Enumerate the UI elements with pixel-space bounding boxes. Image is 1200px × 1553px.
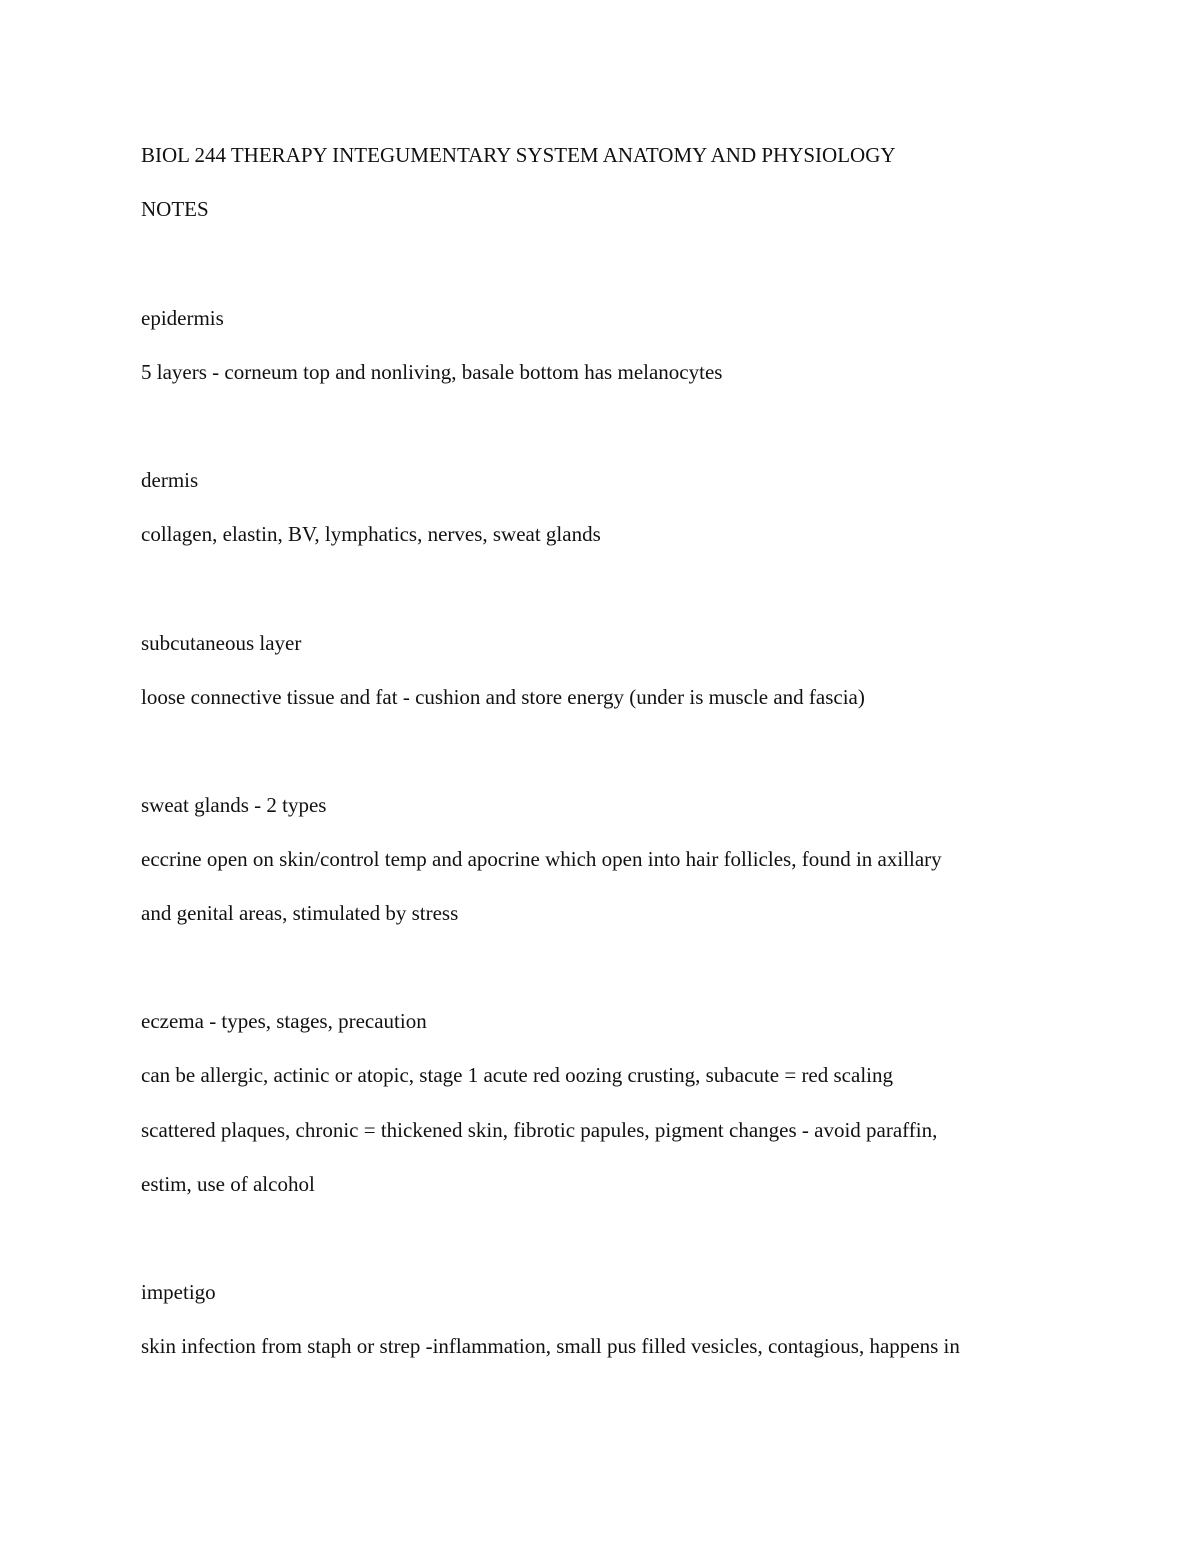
document-title-line-1: BIOL 244 THERAPY INTEGUMENTARY SYSTEM ANATOMY AND PHYSIOLOGY [141,143,896,167]
section-text-sweat-glands-1: eccrine open on skin/control temp and apocrine which open into hair follicles, found in axillary [141,847,942,871]
section-heading-eczema: eczema - types, stages, precaution [141,1009,427,1033]
section-text-eczema-3: estim, use of alcohol [141,1172,315,1196]
section-text-sweat-glands-2: and genital areas, stimulated by stress [141,901,459,925]
section-heading-dermis: dermis [141,468,199,492]
section-text-eczema-1: can be allergic, actinic or atopic, stage 1 acute red oozing crusting, subacute = red scaling [141,1063,893,1087]
section-heading-impetigo: impetigo [141,1280,216,1304]
section-text-dermis-1: collagen, elastin, BV, lymphatics, nerves, sweat glands [141,522,601,546]
section-heading-sweat-glands: sweat glands - 2 types [141,793,327,817]
section-text-eczema-2: scattered plaques, chronic = thickened skin, fibrotic papules, pigment changes - avoid paraffin, [141,1118,938,1142]
document-title-line-2: NOTES [141,197,209,221]
section-text-epidermis-1: 5 layers - corneum top and nonliving, basale bottom has melanocytes [141,360,723,384]
section-text-impetigo-1: skin infection from staph or strep -inflammation, small pus filled vesicles, contagious, happens in [141,1334,960,1358]
section-heading-subcutaneous: subcutaneous layer [141,631,302,655]
section-heading-epidermis: epidermis [141,306,224,330]
section-text-subcutaneous-1: loose connective tissue and fat - cushion and store energy (under is muscle and fascia) [141,685,865,709]
